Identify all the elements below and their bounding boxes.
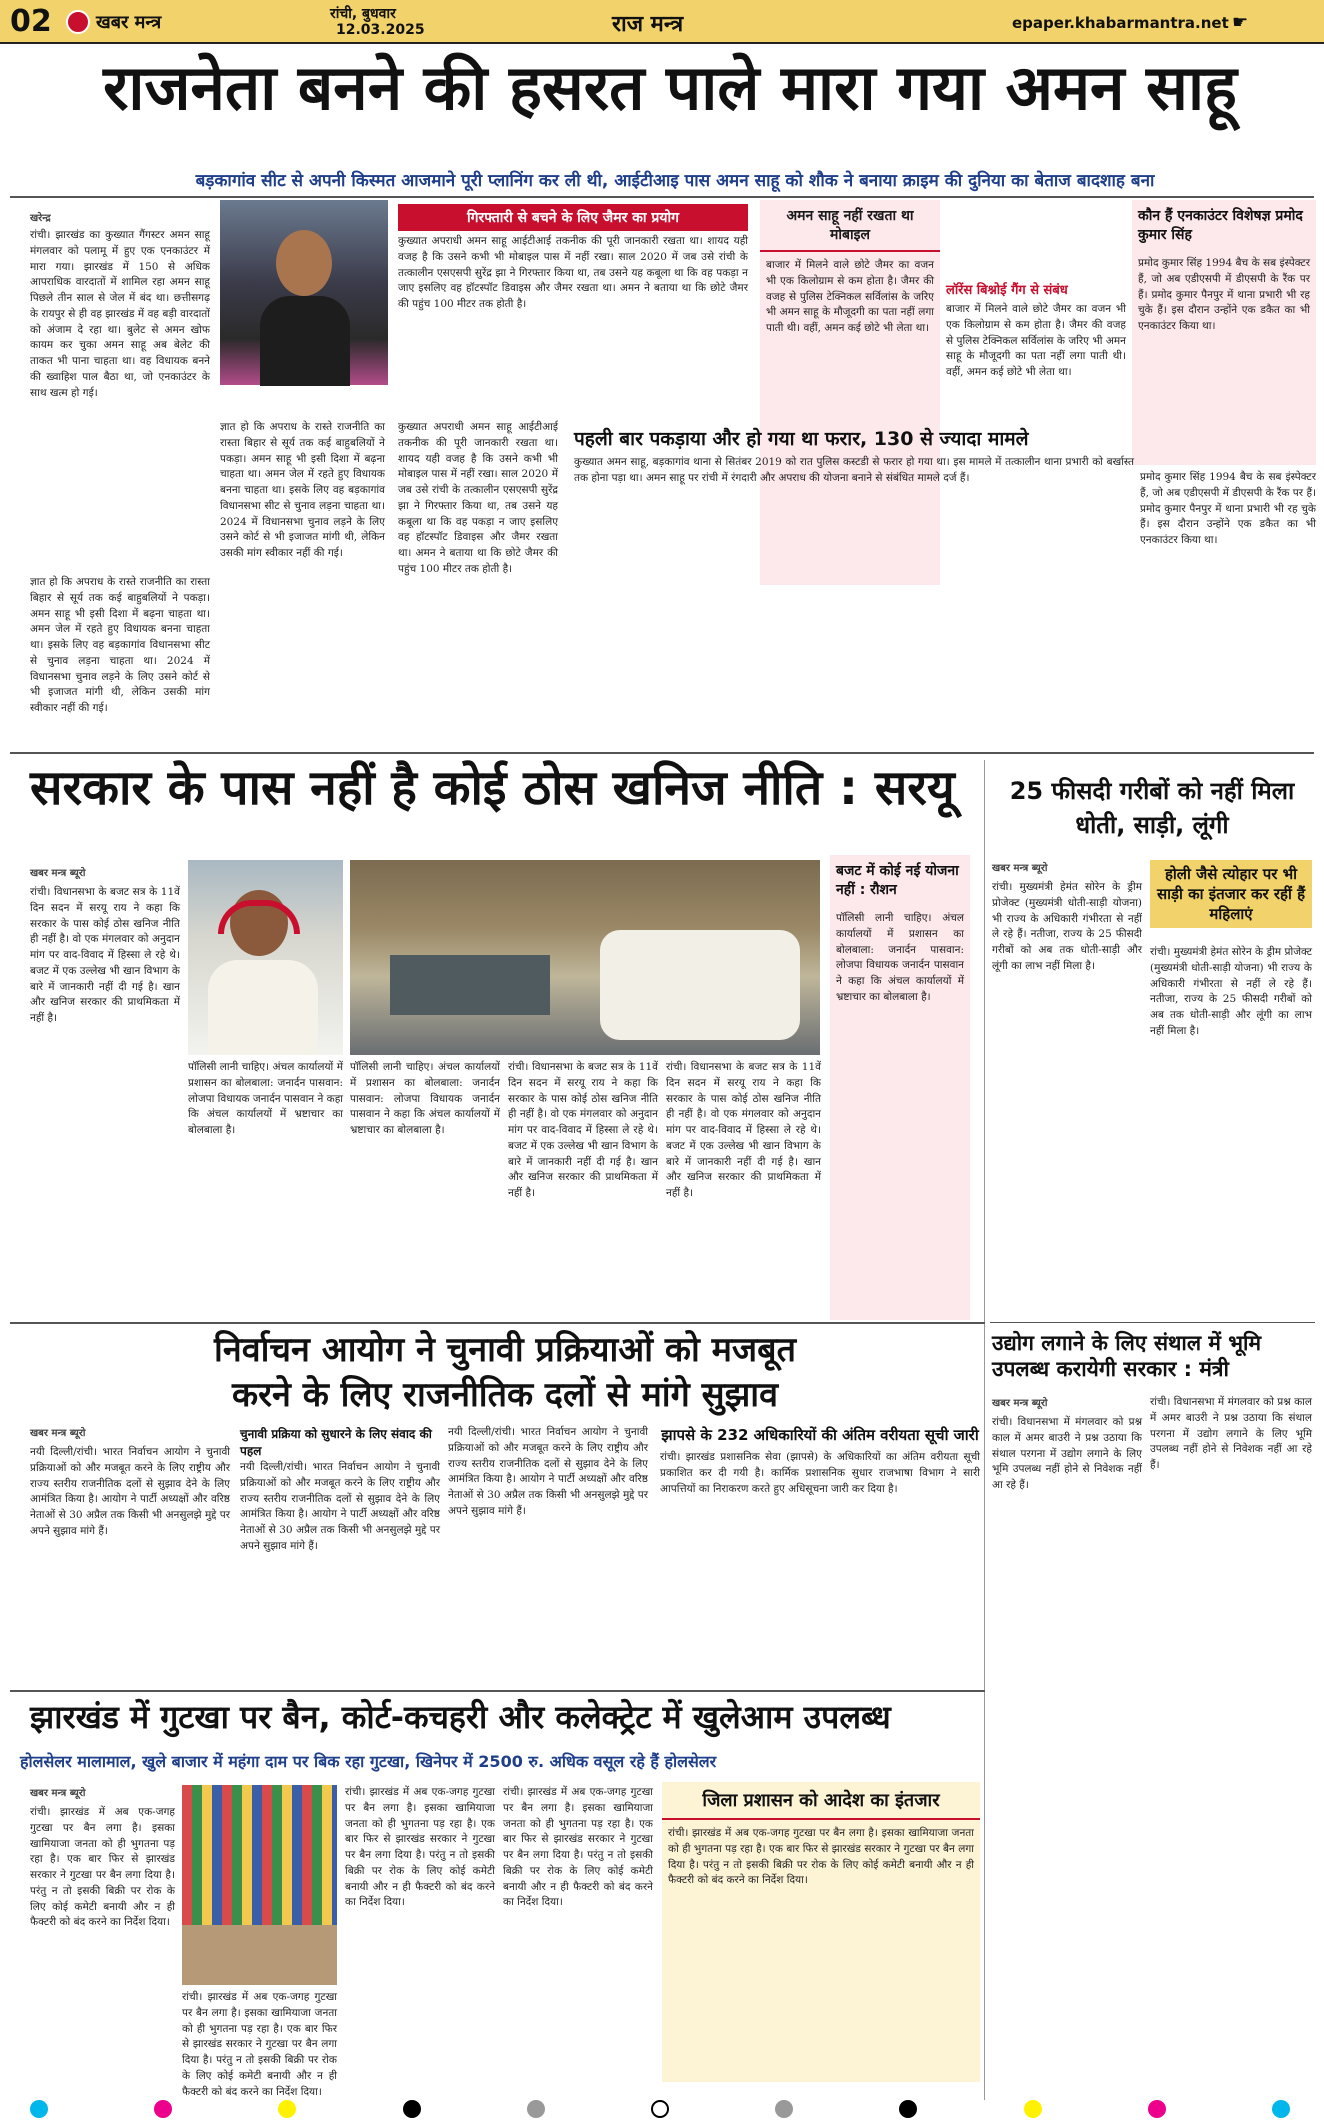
story2-col5: रांची। विधानसभा के बजट सत्र के 11वें दिन सदन में सरयू राय ने कहा कि सरकार के पास कोई ठोस खनिज नीति ही नहीं है। वो एक मंगलवार को अनुदान मांग पर वाद-विवाद में हिस्सा ले रहे थे। बजट में एक उल्लेख भी खान विभाग के बारे में जानकारी नहीं दी गई है। खान और खनिज सरकार की प्राथमिकता में नहीं है। <box>666 1061 821 1199</box>
box-who <box>1132 200 1316 465</box>
assembly-photo <box>350 860 820 1055</box>
box-lawrence-title: लॉरेंस बिश्नोई गैंग से संबंध <box>946 283 1068 298</box>
brand-name: खबर मन्त्र <box>96 12 162 33</box>
box-lawrence-text: बाजार में मिलने वाले छोटे जैमर का वजन भी एक किलोग्राम से कम होता है। जैमर की वजह से पुलिस टेक्निकल सर्विलांस के जरिए भी अमन साहू के मौजूदगी का पता नहीं लगा पाती थी। वहीं, अमन कई छोटे भी लेता था। <box>946 303 1126 378</box>
story1-col2b: ज्ञात हो कि अपराध के रास्ते राजनीति का रास्ता बिहार से सूर्य तक कई बाहुबलियों ने पकड़ा। अमन साहू भी इसी दिशा में बढ़ना चाहता था। अमन जेल में रहते हुए विधायक बनना चाहता था। इसके लिए वह बड़कागांव विधानसभा सीट से चुनाव लड़ना चाहता था। 2024 में विधानसभा चुनाव लड़ने के लिए उसने कोर्ट से भी इजाजत मांगी थी, लेकिन उसकी मांग स्वीकार नहीं की गई। <box>220 421 385 559</box>
pointing-hand-icon: ☛ <box>1232 12 1249 33</box>
story2-col4: रांची। विधानसभा के बजट सत्र के 11वें दिन सदन में सरयू राय ने कहा कि सरकार के पास कोई ठोस खनिज नीति ही नहीं है। वो एक मंगलवार को अनुदान मांग पर वाद-विवाद में हिस्सा ले रहे थे। बजट में एक उल्लेख भी खान विभाग के बारे में जानकारी नहीं दी गई है। खान और खनिज सरकार की प्राथमिकता में नहीं है। <box>508 1061 658 1199</box>
story4-col2: रांची। विधानसभा में मंगलवार को प्रश्न काल में अमर बाउरी ने प्रश्न उठाया कि संथाल परगना में उद्योग लगाने के लिए भूमि उपलब्ध नहीं होने से निवेशक नहीं आ रहे हैं। <box>1150 1396 1312 1471</box>
brand-logo-icon <box>66 10 90 34</box>
story2-text: रांची। विधानसभा के बजट सत्र के 11वें दिन सदन में सरयू राय ने कहा कि सरकार के पास कोई ठोस खनिज नीति ही नहीं है। वो एक मंगलवार को अनुदान मांग पर वाद-विवाद में हिस्सा ले रहे थे। बजट में एक उल्लेख भी खान विभाग के बारे में जानकारी नहीं दी गई है। खान और खनिज सरकार की प्राथमिकता में नहीं है। <box>30 886 180 1024</box>
box-admin-text: रांची। झारखंड में अब एक-जगह गुटखा पर बैन लगा है। इसका खामियाजा जनता को ही भुगतना पड़ रहा है। एक बार फिर से झारखंड सरकार ने गुटखा पर बैन लगा दिया है। परंतु न तो इसकी बिक्री पर रोक के लिए कोई कमेटी बनायी और न ही फैक्टरी को बंद करने का निर्देश दिया। <box>668 1827 974 1887</box>
story5-headline-line2: करने के लिए राजनीतिक दलों से मांगे सुझाव <box>231 1375 778 1415</box>
divider <box>10 196 1314 198</box>
aman-sahu-photo <box>220 200 388 385</box>
story3-kicker: होली जैसे त्योहार पर भी साड़ी का इंतजार कर रहीं हैं महिलाएं <box>1150 860 1312 928</box>
story3-text: रांची। मुख्यमंत्री हेमंत सोरेन के ड्रीम प्रोजेक्ट (मुख्यमंत्री धोती-साड़ी योजना) भी राज्य के अधिकारी गंभीरता से नहीं ले रहे हैं। नतीजा, राज्य के 25 फीसदी गरीबों को अब तक धोती-साड़ी और लूंगी का लाभ नहीं मिला है। <box>992 881 1142 972</box>
masthead <box>0 0 1324 44</box>
first-arrest-subhead: पहली बार पकड़ाया और हो गया था फरार, 130 से ज्यादा मामले <box>574 428 1029 450</box>
story1-subhead: बड़कागांव सीट से अपनी किस्मत आजमाने पूरी प्लानिंग कर ली थी, आईटीआइ पास अमन साहू को शौक ने बनाया क्राइम की दुनिया का बेताज बादशाह बना <box>195 171 1155 191</box>
box-mobile-title: अमन साहू नहीं रखता था मोबाइल <box>760 200 940 252</box>
story7-col4: रांची। झारखंड में अब एक-जगह गुटखा पर बैन लगा है। इसका खामियाजा जनता को ही भुगतना पड़ रहा है। एक बार फिर से झारखंड सरकार ने गुटखा पर बैन लगा दिया है। परंतु न तो इसकी बिक्री पर रोक के लिए कोई कमेटी बनायी और न ही फैक्टरी को बंद करने का निर्देश दिया। <box>503 1786 653 1909</box>
story5-sub: चुनावी प्रक्रिया को सुधारने के लिए संवाद की पहल <box>240 1427 432 1458</box>
story2-headline: सरकार के पास नहीं है कोई ठोस खनिज नीति : सरयू <box>30 760 955 816</box>
story7-col3: रांची। झारखंड में अब एक-जगह गुटखा पर बैन लगा है। इसका खामियाजा जनता को ही भुगतना पड़ रहा है। एक बार फिर से झारखंड सरकार ने गुटखा पर बैन लगा दिया है। परंतु न तो इसकी बिक्री पर रोक के लिए कोई कमेटी बनायी और न ही फैक्टरी को बंद करने का निर्देश दिया। <box>345 1786 495 1909</box>
divider <box>10 1322 985 1324</box>
box-mobile-text: बाजार में मिलने वाले छोटे जैमर का वजन भी एक किलोग्राम से कम होता है। जैमर की वजह से पुलिस टेक्निकल सर्विलांस के जरिए भी अमन साहू के मौजूदगी का पता नहीं लगा पाती थी। वहीं, अमन कई छोटे भी लेता था। <box>766 259 934 334</box>
box-budget-text: पॉलिसी लानी चाहिए। अंचल कार्यालयों में प्रशासन का बोलबाला: जनार्दन पासवान: लोजपा विधायक जनार्दन पासवान ने कहा कि अंचल कार्यालयों में भ्रष्टाचार का बोलबाला है। <box>836 912 964 1003</box>
story2-col2: पॉलिसी लानी चाहिए। अंचल कार्यालयों में प्रशासन का बोलबाला: जनार्दन पासवान: लोजपा विधायक जनार्दन पासवान ने कहा कि अंचल कार्यालयों में भ्रष्टाचार का बोलबाला है। <box>188 1061 343 1136</box>
story5-byline: खबर मन्त्र ब्यूरो <box>30 1428 86 1439</box>
story7-col2: रांची। झारखंड में अब एक-जगह गुटखा पर बैन लगा है। इसका खामियाजा जनता को ही भुगतना पड़ रहा है। एक बार फिर से झारखंड सरकार ने गुटखा पर बैन लगा दिया है। परंतु न तो इसकी बिक्री पर रोक के लिए कोई कमेटी बनायी और न ही फैक्टरी को बंद करने का निर्देश दिया। <box>182 1991 337 2098</box>
story6-text: रांची। झारखंड प्रशासनिक सेवा (झापसे) के अधिकारियों का अंतिम वरीयता सूची प्रकाशित कर दी गयी है। कार्मिक प्रशासनिक सुधार राजभाषा विभाग ने सारी आपत्तियों का निराकरण करते हुए अधिसूचना जारी कर दिया है। <box>660 1451 980 1495</box>
story1-byline: खरेन्द्र <box>30 213 51 224</box>
site-url[interactable]: epaper.khabarmantra.net <box>1012 14 1229 32</box>
story3-headline: 25 फीसदी गरीबों को नहीं मिला धोती, साड़ी, लूंगी <box>1009 777 1295 839</box>
box-admin <box>662 1782 980 2082</box>
story1-headline: राजनेता बनने की हसरत पाले मारा गया अमन साहू <box>103 51 1237 124</box>
story3-col2: रांची। मुख्यमंत्री हेमंत सोरेन के ड्रीम प्रोजेक्ट (मुख्यमंत्री धोती-साड़ी योजना) भी राज्य के अधिकारी गंभीरता से नहीं ले रहे हैं। नतीजा, राज्य के 25 फीसदी गरीबों को अब तक धोती-साड़ी और लूंगी का लाभ नहीं मिला है। <box>1150 946 1312 1037</box>
story7-byline: खबर मन्त्र ब्यूरो <box>30 1788 86 1799</box>
page-number: 02 <box>10 4 52 39</box>
box-budget-title: बजट में कोई नई योजना नहीं : रौशन <box>836 863 959 898</box>
story1-col2: ज्ञात हो कि अपराध के रास्ते राजनीति का रास्ता बिहार से सूर्य तक कई बाहुबलियों ने पकड़ा। अमन साहू भी इसी दिशा में बढ़ना चाहता था। अमन जेल में रहते हुए विधायक बनना चाहता था। इसके लिए वह बड़कागांव विधानसभा सीट से चुनाव लड़ना चाहता था। 2024 में विधानसभा चुनाव लड़ने के लिए उसने कोर्ट से भी इजाजत मांगी थी, लेकिन उसकी मांग स्वीकार नहीं की गई। <box>30 576 210 714</box>
story7-text: रांची। झारखंड में अब एक-जगह गुटखा पर बैन लगा है। इसका खामियाजा जनता को ही भुगतना पड़ रहा है। एक बार फिर से झारखंड सरकार ने गुटखा पर बैन लगा दिया है। परंतु न तो इसकी बिक्री पर रोक के लिए कोई कमेटी बनायी और न ही फैक्टरी को बंद करने का निर्देश दिया। <box>30 1806 175 1929</box>
story4-byline: खबर मन्त्र ब्यूरो <box>992 1398 1048 1409</box>
story1-col3: कुख्यात अपराधी अमन साहू आईटीआई तकनीक की पूरी जानकारी रखता था। शायद यही वजह है कि उसने कभी भी मोबाइल पास में नहीं रखा। साल 2020 में जब उसे रांची के तत्कालीन एसएसपी सुरेंद्र झा ने गिरफ्तार किया था, तब उसने यह कबूला था कि वह पकड़ा न जाए इसलिए वह हॉटस्पॉट डिवाइस और जैमर रखता था। अमन ने बताया था कि छोटे जैमर की पहुंच 100 मीटर तक होती है। <box>398 235 748 310</box>
story5-headline-line1: निर्वाचन आयोग ने चुनावी प्रक्रियाओं को मजबूत <box>214 1330 796 1370</box>
column-divider <box>984 760 985 2100</box>
story5-text: नयी दिल्ली/रांची। भारत निर्वाचन आयोग ने चुनावी प्रक्रियाओं को और मजबूत करने के लिए राष्ट्रीय और राज्य स्तरीय राजनीतिक दलों से सुझाव देने के लिए आमंत्रित किया है। आयोग ने पार्टी अध्यक्षों और वरिष्ठ नेताओं से 30 अप्रैल तक किसी भी अनसुलझे मुद्दे पर अपने सुझाव मांगे हैं। <box>30 1446 230 1537</box>
divider <box>10 1690 985 1692</box>
box-admin-title: जिला प्रशासन को आदेश का इंतजार <box>662 1782 980 1820</box>
story1-col1: रांची। झारखंड का कुख्यात गैंगस्टर अमन साहू मंगलवार को पलामू में हुए एक एनकाउंटर में मारा गया। झारखंड में 150 से अधिक आपराधिक वारदातों में शामिल रहा अमन साहू पिछले तीन साल से जेल में बंद था। छत्तीसगढ़ के रायपुर से ही वह झारखंड में वह बड़ी वारदातों को अंजाम दे रहा था। बुलेट से अमन खोफ कायम कर चुका अमन साहू अब बेलेट की ताकत भी पाना चाहता था। वह विधायक बनने की ख्वाहिश पाल बैठा था, जो एनकाउंटर के साथ खत्म हो गई। <box>30 229 210 399</box>
story3-byline: खबर मन्त्र ब्यूरो <box>992 863 1048 874</box>
story5-col3: नयी दिल्ली/रांची। भारत निर्वाचन आयोग ने चुनावी प्रक्रियाओं को और मजबूत करने के लिए राष्ट्रीय और राज्य स्तरीय राजनीतिक दलों से सुझाव देने के लिए आमंत्रित किया है। आयोग ने पार्टी अध्यक्षों और वरिष्ठ नेताओं से 30 अप्रैल तक किसी भी अनसुलझे मुद्दे पर अपने सुझाव मांगे हैं। <box>448 1426 648 1517</box>
gutkha-shop-photo <box>182 1785 337 1985</box>
story4-text: रांची। विधानसभा में मंगलवार को प्रश्न काल में अमर बाउरी ने प्रश्न उठाया कि संथाल परगना में उद्योग लगाने के लिए भूमि उपलब्ध नहीं होने से निवेशक नहीं आ रहे हैं। <box>992 1416 1142 1491</box>
story5-col2: नयी दिल्ली/रांची। भारत निर्वाचन आयोग ने चुनावी प्रक्रियाओं को और मजबूत करने के लिए राष्ट्रीय और राज्य स्तरीय राजनीतिक दलों से सुझाव देने के लिए आमंत्रित किया है। आयोग ने पार्टी अध्यक्षों और वरिष्ठ नेताओं से 30 अप्रैल तक किसी भी अनसुलझे मुद्दे पर अपने सुझाव मांगे हैं। <box>240 1461 440 1552</box>
story1-col5b: प्रमोद कुमार सिंह 1994 बैच के सब इंस्पेक्टर हैं, जो अब एडीएसपी में डीएसपी के रैंक पर हैं। प्रमोद कुमार पैनपुर में थाना प्रभारी भी रह चुके हैं। इस दौरान उन्होंने एक डकैत का भी एनकाउंटर किया था। <box>1140 471 1316 546</box>
divider <box>10 752 1314 754</box>
section-name: राज मन्त्र <box>612 12 684 37</box>
story7-headline: झारखंड में गुटखा पर बैन, कोर्ट-कचहरी और कलेक्ट्रेट में खुलेआम उपलब्ध <box>30 1698 891 1736</box>
saryu-roy-photo <box>188 860 343 1055</box>
box-who-title: कौन हैं एनकाउंटर विशेषज्ञ प्रमोद कुमार सिंह <box>1138 208 1303 243</box>
box-jammer-title: गिरफ्तारी से बचने के लिए जैमर का प्रयोग <box>398 204 748 231</box>
story2-col3: पॉलिसी लानी चाहिए। अंचल कार्यालयों में प्रशासन का बोलबाला: जनार्दन पासवान: लोजपा विधायक जनार्दन पासवान ने कहा कि अंचल कार्यालयों में भ्रष्टाचार का बोलबाला है। <box>350 1061 500 1136</box>
story6-headline: झापसे के 232 अधिकारियों की अंतिम वरीयता सूची जारी <box>661 1426 979 1444</box>
box-budget <box>830 855 970 1320</box>
dateline-city: रांची, बुधवार <box>330 6 396 22</box>
registration-mark-icon <box>30 2100 1290 2118</box>
dateline-date: 12.03.2025 <box>336 22 425 38</box>
story4-headline: उद्योग लगाने के लिए संथाल में भूमि उपलब्ध करायेगी सरकार : मंत्री <box>992 1331 1262 1382</box>
divider <box>990 1322 1315 1323</box>
story7-subhead: होलसेलर मालामाल, खुले बाजार में महंगा दाम पर बिक रहा गुटखा, खिनेपर में 2500 रु. अधिक वसूल रहे हैं होलसेलर <box>20 1752 717 1771</box>
first-arrest-text: कुख्यात अमन साहू, बड़कागांव थाना से सितंबर 2019 को रात पुलिस कस्टडी से फरार हो गया था। इस मामले में तत्कालीन थाना प्रभारी को बर्खास्त तक होना पड़ा था। अमन साहू पर रांची में रंगदारी और अपराध की योजना बनाने से संबंधित मामले दर्ज हैं। <box>574 456 1134 484</box>
story1-col3b: कुख्यात अपराधी अमन साहू आईटीआई तकनीक की पूरी जानकारी रखता था। शायद यही वजह है कि उसने कभी भी मोबाइल पास में नहीं रखा। साल 2020 में जब उसे रांची के तत्कालीन एसएसपी सुरेंद्र झा ने गिरफ्तार किया था, तब उसने यह कबूला था कि वह पकड़ा न जाए इसलिए वह हॉटस्पॉट डिवाइस और जैमर रखता था। अमन ने बताया था कि छोटे जैमर की पहुंच 100 मीटर तक होती है। <box>398 421 558 575</box>
story2-byline: खबर मन्त्र ब्यूरो <box>30 868 86 879</box>
box-who-text: प्रमोद कुमार सिंह 1994 बैच के सब इंस्पेक्टर हैं, जो अब एडीएसपी में डीएसपी के रैंक पर हैं। प्रमोद कुमार पैनपुर में थाना प्रभारी भी रह चुके हैं। इस दौरान उन्होंने एक डकैत का भी एनकाउंटर किया था। <box>1138 257 1310 332</box>
